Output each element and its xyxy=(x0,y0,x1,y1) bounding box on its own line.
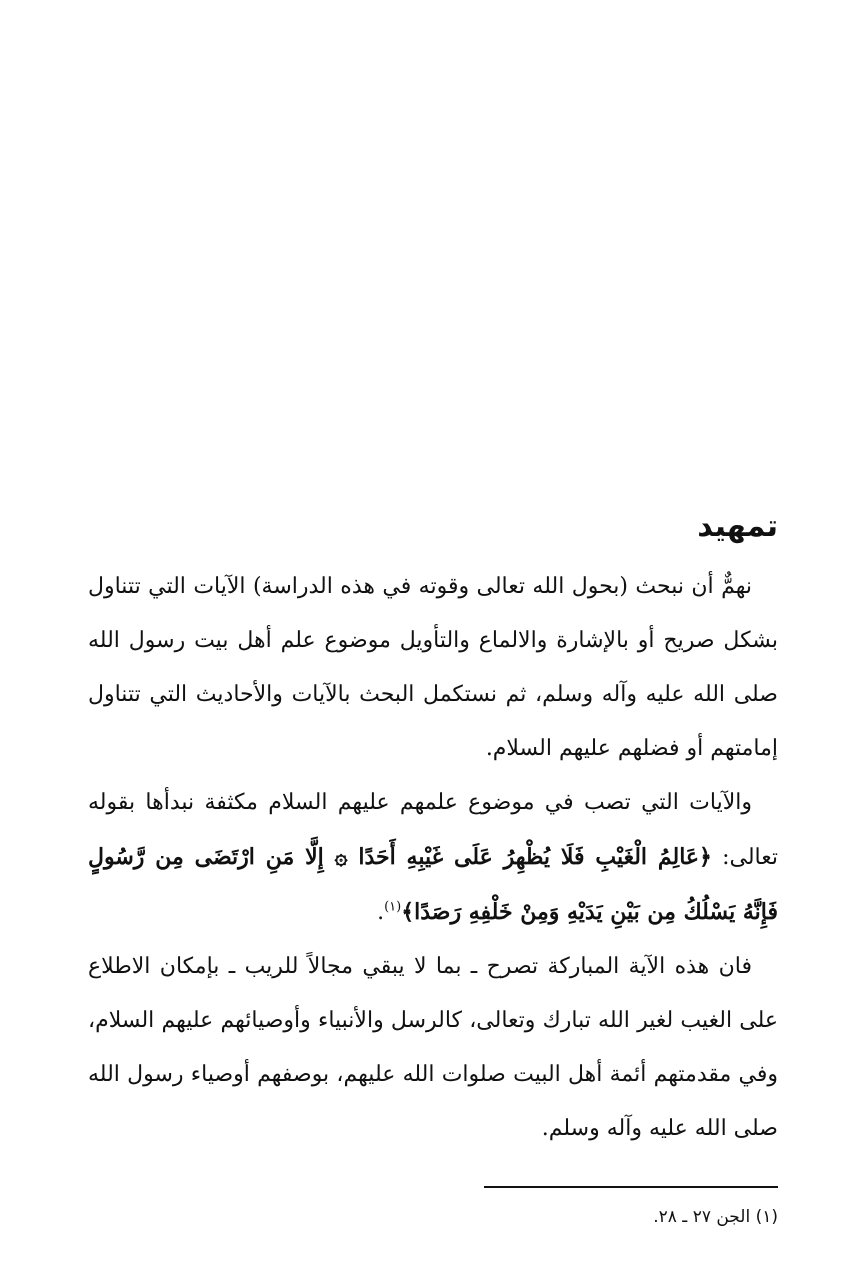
quran-verse: ﴿عَالِمُ الْغَيْبِ فَلَا يُظْهِرُ عَلَى غَيْبِهِ أَحَدًا ۞ إِلَّا مَنِ ارْتَضَى مِن رَّسُولٍ فَإِنَّهُ يَسْلُكُ مِن بَيْنِ يَدَيْهِ وَمِنْ خَلْفِهِ رَصَدًا﴾ xyxy=(88,844,778,925)
paragraph-verse-intro: والآيات التي تصب في موضوع علمهم عليهم السلام مكثفة نبدأها بقوله تعالى: xyxy=(88,790,778,870)
paragraph-intro: نهمٌّ أن نبحث (بحول الله تعالى وقوته في هذه الدراسة) الآيات التي تتناول بشكل صريح أو بالإشارة والالماع والتأويل موضوع علم أهل بيت رسول الله صلى الله عليه وآله وسلم، ثم نستكمل البحث بالآيات والأحاديث التي تتناول إمامتهم أو فضلهم عليهم السلام. xyxy=(88,574,778,761)
paragraph-explanation: فان هذه الآية المباركة تصرح ـ بما لا يبقي مجالاً للريب ـ بإمكان الاطلاع على الغيب لغير الله تبارك وتعالى، كالرسل والأنبياء وأوصيائهم عليهم السلام، وفي مقدمتهم أئمة أهل البيت صلوات الله عليهم، بوصفهم أوصياء رسول الله صلى الله عليه وآله وسلم. xyxy=(88,954,778,1141)
footnote: (١) الجن ٢٧ ـ ٢٨. xyxy=(653,1207,778,1227)
paragraph-verse-end: . xyxy=(377,900,385,925)
footnote-reference[interactable]: (١) xyxy=(384,899,402,915)
paragraph-verse xyxy=(88,776,778,940)
footnote-divider xyxy=(484,1186,778,1188)
body-text xyxy=(88,560,778,1156)
page-title: تمهيد xyxy=(697,509,778,544)
